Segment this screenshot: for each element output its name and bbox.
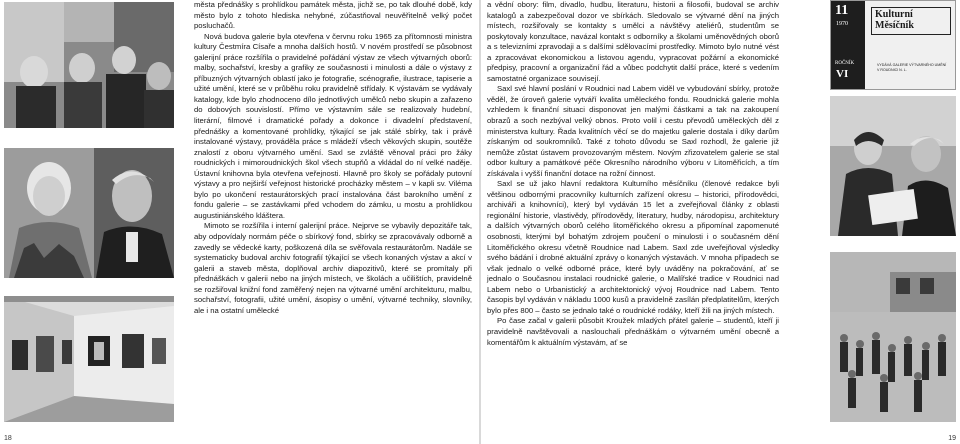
photo-outdoor-exhibition-crowd <box>830 252 956 422</box>
photo-exhibition-hall <box>4 296 174 422</box>
photo-two-people-viewing-prints <box>830 96 956 236</box>
page-gutter <box>479 0 481 444</box>
cover-volume-label: ROČNÍK <box>835 61 855 66</box>
page-number-right: 19 <box>948 435 956 442</box>
left-paragraph-2: Nová budova galerie byla otevřena v červnu roku 1965 za přítomnosti ministra kultury Čestmíra Císaře a mnoha dalších hostů. V novém prostředí se působnost galerijní práce rozšířila o pravidelné pořádání výstav ze všech výtvarných oborů: malby, sochařství, kresby a grafiky ze současnosti i minulosti a dále o výstavy z příbuzných výtvarných oblastí jako je fotografie, scénografie, ilustrace, tapiserie a užité umění, které se v průběhu roku pravidelně střídaly. K výstavám se vydávaly katalogy, kde bylo zhodnoceno dílo jednotlivých umělců nebo skupin a zařazeno do dobových souvislostí. Přímo ve výstavním sále se realizovaly hudební, literární, filmové i dramatické pořady a dokonce i divadelní představení, přednášky a komentované prohlídky, týkající se jak stálé sbírky, tak i právě instalované výstavy, prováděla práce s mládeží všech věkových skupin, soutěže znalostí z oboru výtvarného umění. Saxl se zvláště věnoval práci pro žáky roudnických i mimoroudnických škol všech stupňů a vkládal do ní velké naděje. Ústavní knihovna byla otevřena veřejnosti. Hlavně pro školy se pořádaly putovní výstavy a pro nejširší veřejnost historické procházky městem – v kapli sv. Viléma bylo po ukončení restaurátorských prací instalována část barokního umění z fondu galerie – se zastávkami před vchodem do zámku, u mostu a prohlídkou augustiniánského kláštera. <box>194 31 472 220</box>
photo-audience-lecture <box>4 2 174 128</box>
right-paragraph-2: Saxl své hlavní poslání v Roudnici nad Labem viděl ve vybudování sbírky, protože věděl, že úroveň galerie vytváří kvalita uměleckého fondu. Roudnická galerie mohla vzhledem k finanční situaci disponovat jen malými částkami a tak na zakoupení obrazů a soch nezbýval velký obnos. Proto volil i cestu převodů uměleckých děl z ministerstva kultury. Řada kvalitních věcí se do majetku galerie dostala i díky darům získaným od soukromníků. Také z tohoto důvodu se Saxl rozhodl, že galerie již nemůže zůstat ústavem provozovaným městem. Novým zřizovatelem galerie se stal odbor kultury a památkové péče Okresního národního výboru v Litoměřicích, a tím získávala i vyšší finanční dotace na rožní činnost. <box>487 84 779 178</box>
photo-woman-and-man-portrait <box>4 148 174 278</box>
right-text-column <box>487 0 779 348</box>
left-paragraph-1: města přednášky s prohlídkou památek města, jichž se, po tak dlouhé době, kdy město bylo z tohoto hlediska nehybné, zúčastňoval neuvěřitelně velký počet posluchačů. <box>194 0 472 31</box>
right-paragraph-4: Po čase začal v galerii působit Kroužek mladých přátel galerie – studentů, kteří ji pravidelně navštěvovali a naslouchali přednáškám o výtvarném umění obecně a komentářům k aktuálním výstavám, ať se <box>487 316 779 347</box>
cover-footer: VYDÁVÁ GALERIE VÝTVARNÉHO UMĚNÍ V ROUDNICI N. L. <box>877 63 947 72</box>
right-paragraph-1: a vědní obory: film, divadlo, hudbu, literaturu, historii a filosofii, budoval se archiv katalogů a zabezpečoval dozor ve sbírkách. Sledovalo se výtvarné dění na jiných místech, rozšiřovaly se kontakty s umělci a návštěvy ateliérů, studentům se poskytovaly konzultace, navázal kontakt s odborníky a školami uměnovědných oborů a s televizními zpravodaji a s dalšími sdělovacími prostředky. Mimoto bylo nutné vést a zpracovávat ekonomickou a listovou agendu, vypracovat požární a ekonomické předpisy, pracovní a organizační řád a vůbec podchytit další práce, které s vedením samostatné organizace souvisejí. <box>487 0 779 83</box>
cover-title: Kulturní Měsíčník <box>875 9 914 31</box>
left-text-column <box>194 0 472 316</box>
photo-magazine-cover <box>830 0 956 90</box>
cover-year: 1970 <box>836 21 848 27</box>
cover-issue-number: 11 <box>835 3 849 18</box>
page-number-left: 18 <box>4 435 12 442</box>
left-paragraph-3: Mimoto se rozšířila i interní galerijní práce. Nejprve se vybavily depozitáře tak, aby odpovídaly normám péče o sbírkový fond, sbírky se zpracovávaly odborně a zavedly se vědecké karty, poškozená díla se svěřovala restaurátorům. Nadále se systematicky budoval archiv fotografií týkající se všech konaných výstav a akcí v galerii a staveb města, doplňoval archiv diapozitivů, které se promítaly při přednáškách v galerii nebo na jiných místech, ve školách a učilištích, pravidelně se rozšiřoval knižní fond zaměřený nejen na výtvarné umění architekturu, malbu, sochařství, fotografii, užité umění, ásopisy o umění, výtvarné techniky, slovníky, ale i na ostatní umělecké <box>194 221 472 315</box>
cover-volume-number: VI <box>836 68 849 80</box>
right-paragraph-3: Saxl se už jako hlavní redaktora Kulturního měsíčníku (členové redakce byli většinou odbornými pracovníky kulturních zařízení okresu – historici, přírodovědci, archiváři a knihovníci), který byl vydáván 15 let a zveřejňoval články z oblasti regionální historie, vlastivědy, přírodovědy, literatury, hudby, národopisu, architektury a dalších výtvarných oborů celého litoměřického okresu a připomínal zapomenuté osobnosti, kterými byl bohatým zdrojem poučení o minulosti i o současném dění Litoměřického okresu včetně Roudnice nad Labem. Saxl zde uveřejňoval výsledky svého bádání i drobné aktuální zprávy o konaných výstavách. V mnoha případech se však jednalo o velké odborné práce, které byly uváděny na pokračování, ať se jednalo o Současnou instalaci roudnické galerie, o Malířské tradice v Roudnici nad Labem nebo o Urbanistický a architektonický vývoj Roudnice nad Labem. Tento časopis byl vydáván v nákladu 1000 kusů a pravidelně zasílán předplatitelům, kterých bylo přes 800 – často se jednalo také o roudnické rodáky, kteří žili na jiných místech. <box>487 179 779 315</box>
